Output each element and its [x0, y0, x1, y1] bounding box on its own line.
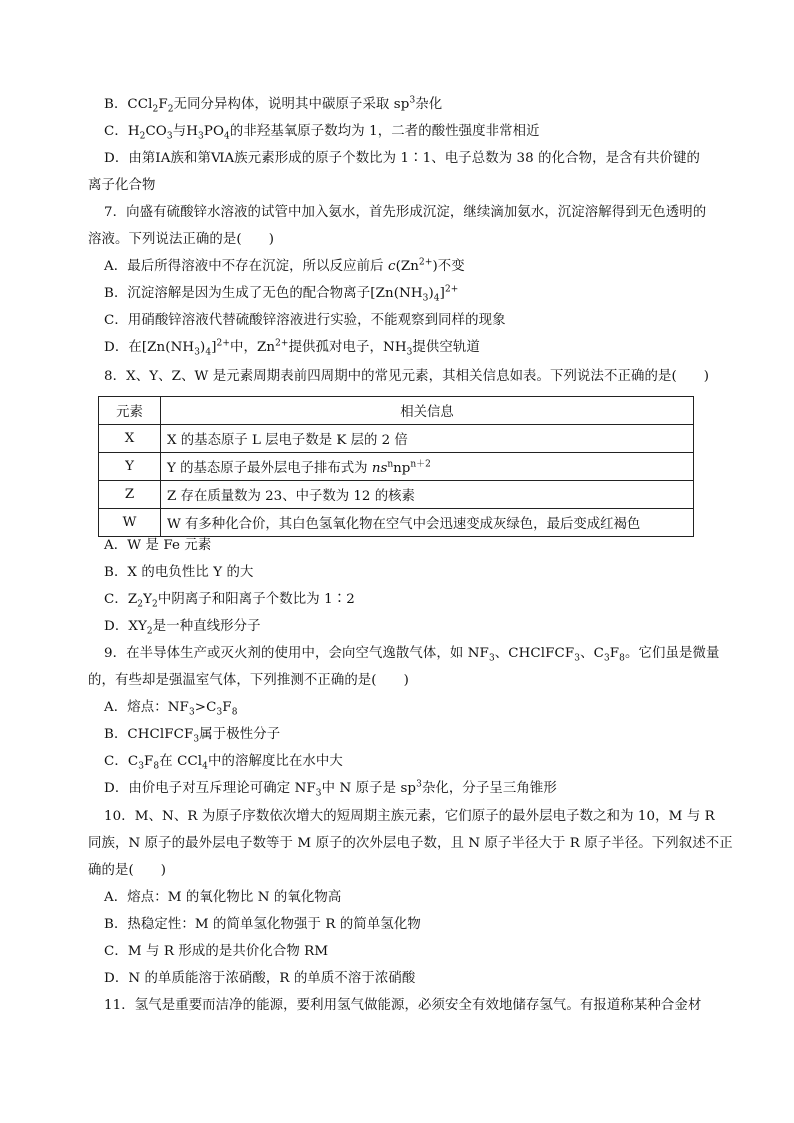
- text: np: [393, 461, 411, 476]
- text: F: [222, 700, 232, 715]
- sup: 2+: [275, 338, 289, 349]
- sub: 8: [153, 761, 160, 772]
- sub: 2: [139, 131, 146, 142]
- sup: 3: [409, 95, 416, 106]
- info-cell: Z 存在质量数为 23、中子数为 12 的核素: [161, 481, 694, 509]
- text: 中阴离子和阳离子个数比为 1∶2: [157, 592, 355, 607]
- q7-stem-line2: 溶液。下列说法正确的是( ): [88, 232, 275, 247]
- q9-option-c: [104, 753, 343, 771]
- sub: 4: [433, 293, 440, 304]
- table-row: [99, 425, 694, 453]
- table-header-row: [99, 397, 694, 425]
- q10-stem-line3: 确的是( ): [88, 863, 167, 878]
- text: 与H: [172, 124, 198, 139]
- header-element: 元素: [99, 397, 161, 425]
- sub: 4: [224, 131, 230, 142]
- text: F: [158, 97, 168, 112]
- table-row: [99, 509, 694, 537]
- text: ): [200, 340, 206, 355]
- text: (Zn: [395, 259, 420, 274]
- text: F: [609, 646, 620, 661]
- info-cell: W 有多种化合价，其白色氢氧化物在空气中会迅速变成灰绿色，最后变成红褐色: [161, 509, 694, 537]
- q10-stem-line1: 10．M、N、R 为原子序数依次增大的短周期主族元素，它们原子的最外层电子数之和为 10，M 与 R: [104, 809, 715, 824]
- q7-option-c: C．用硝酸锌溶液代替硫酸锌溶液进行实验，不能观察到同样的现象: [104, 313, 506, 328]
- text: 中 N 原子是 sp: [321, 781, 417, 796]
- sub: 3: [488, 653, 495, 664]
- text: 中，Zn: [229, 340, 276, 355]
- text: B．沉淀溶解是因为生成了无色的配合物离子[Zn(NH: [104, 286, 423, 301]
- element-cell: Z: [99, 481, 161, 509]
- sub: 3: [193, 734, 200, 745]
- sup: 2+: [419, 257, 433, 268]
- text: 杂化，分子呈三角锥形: [421, 781, 557, 796]
- text: 是一种直线形分子: [152, 619, 261, 634]
- info-cell: X 的基态原子 L 层电子数是 K 层的 2 倍: [161, 425, 694, 453]
- italic: c: [387, 259, 396, 274]
- sup: 2+: [216, 338, 230, 349]
- q7-option-d: [104, 339, 480, 357]
- q10-option-b: B．热稳定性：M 的简单氢化物强于 R 的简单氢化物: [104, 917, 421, 932]
- q6-option-d-line2: 离子化合物: [88, 178, 156, 193]
- sub: 2: [152, 104, 159, 115]
- text: 、C: [580, 646, 604, 661]
- q10-option-c: C．M 与 R 形成的是共价化合物 RM: [104, 944, 329, 959]
- text: A．熔点：NF: [104, 700, 189, 715]
- sup: n＋2: [410, 459, 431, 470]
- sub: 2: [137, 599, 144, 610]
- q9-option-b: [104, 726, 280, 744]
- text: 提供孤对电子，NH: [288, 340, 407, 355]
- table-row: [99, 453, 694, 481]
- q6-option-d-line1: D．由第ⅠA族和第ⅥA族元素形成的原子个数比为 1∶1、电子总数为 38 的化合物，是含有共价键的: [104, 151, 701, 166]
- text: F: [144, 754, 154, 769]
- q11-stem-line1: 11．氢气是重要而洁净的能源，要利用氢气做能源，必须安全有效地储存氢气。有报道称某种合金材: [104, 998, 702, 1013]
- element-cell: W: [99, 509, 161, 537]
- sub: 3: [574, 653, 581, 664]
- sub: 3: [406, 347, 413, 358]
- sub: 2: [152, 599, 158, 610]
- text: Y 的基态原子最外层电子排布式为: [167, 461, 372, 476]
- sub: 3: [216, 707, 223, 718]
- sup: 3: [416, 779, 422, 790]
- q6-option-b: [104, 96, 442, 114]
- text: Y: [143, 592, 153, 607]
- sub: 3: [138, 761, 145, 772]
- element-cell: Y: [99, 453, 161, 481]
- text: B．CHClFCF: [104, 727, 194, 742]
- sub: 3: [198, 131, 204, 142]
- text: D．XY: [104, 619, 147, 634]
- italic: ns: [371, 461, 388, 476]
- q7-stem-line1: 7．向盛有硫酸锌水溶液的试管中加入氨水，首先形成沉淀，继续滴加氨水，沉淀溶解得到无色透明的: [104, 205, 707, 220]
- q9-option-d: [104, 780, 557, 798]
- sub: 2: [146, 626, 153, 637]
- sub: 4: [202, 761, 208, 772]
- sub: 2: [167, 104, 174, 115]
- q8-option-d: [104, 618, 261, 636]
- header-info: 相关信息: [161, 397, 694, 425]
- text: C．Z: [104, 592, 138, 607]
- q7-option-b: [104, 285, 458, 303]
- q8-option-a: A．W 是 Fe 元素: [104, 538, 212, 553]
- text: ]: [211, 340, 217, 355]
- sub: 8: [619, 653, 625, 664]
- q10-stem-line2: 同族，N 原子的最外层电子数等于 M 原子的次外层电子数，且 N 原子半径大于 R 原子半径。下列叙述不正: [88, 836, 733, 851]
- sub: 3: [194, 347, 201, 358]
- q9-option-a: [104, 699, 238, 717]
- q9-stem-line1: [104, 645, 719, 663]
- text: 。它们虽是微量: [625, 646, 720, 661]
- sub: 3: [166, 131, 173, 142]
- text: ]: [439, 286, 445, 301]
- text: 9．在半导体生产或灭火剂的使用中，会向空气逸散气体，如 NF: [104, 646, 489, 661]
- text: CO: [145, 124, 167, 139]
- text: 的非羟基氧原子数均为 1，二者的酸性强度非常相近: [229, 124, 540, 139]
- text: )不变: [432, 259, 465, 274]
- element-info-table: [98, 396, 694, 537]
- text: >C: [194, 700, 217, 715]
- q10-option-a: A．熔点：M 的氧化物比 N 的氧化物高: [104, 890, 342, 905]
- q8-option-c: [104, 591, 355, 609]
- sup: n: [387, 459, 394, 470]
- sub: 3: [422, 293, 429, 304]
- q9-stem-line2: 的，有些却是强温室气体，下列推测不正确的是( ): [88, 673, 409, 688]
- sub: 8: [231, 707, 238, 718]
- text: D．在[Zn(NH: [104, 340, 195, 355]
- q6-option-c: [104, 123, 540, 141]
- text: D．由价电子对互斥理论可确定 NF: [104, 781, 316, 796]
- text: 、CHClFCF: [494, 646, 575, 661]
- q8-option-b: B．X 的电负性比 Y 的大: [104, 565, 254, 580]
- text: 在 CCl: [159, 754, 203, 769]
- sub: 3: [315, 788, 322, 799]
- text: 提供空轨道: [412, 340, 480, 355]
- text: C．H: [104, 124, 140, 139]
- text: 中的溶解度比在水中大: [208, 754, 343, 769]
- info-cell: [161, 453, 694, 481]
- q10-option-d: D．N 的单质能溶于浓硝酸，R 的单质不溶于浓硝酸: [104, 971, 416, 986]
- text: A．最后所得溶液中不存在沉淀，所以反应前后: [104, 259, 388, 274]
- table-row: [99, 481, 694, 509]
- element-cell: X: [99, 425, 161, 453]
- q8-stem: 8．X、Y、Z、W 是元素周期表前四周期中的常见元素，其相关信息如表。下列说法不正确的是( ): [104, 369, 710, 384]
- text: 无同分异构体，说明其中碳原子采取 sp: [173, 97, 410, 112]
- sub: 4: [205, 347, 212, 358]
- text: 属于极性分子: [199, 727, 281, 742]
- sub: 3: [603, 653, 610, 664]
- text: C．C: [104, 754, 139, 769]
- text: 杂化: [415, 97, 443, 112]
- q7-option-a: [104, 258, 465, 276]
- text: B．CCl: [104, 97, 153, 112]
- sub: 3: [188, 707, 195, 718]
- sup: 2+: [444, 284, 459, 295]
- text: PO: [203, 124, 225, 139]
- text: ): [428, 286, 434, 301]
